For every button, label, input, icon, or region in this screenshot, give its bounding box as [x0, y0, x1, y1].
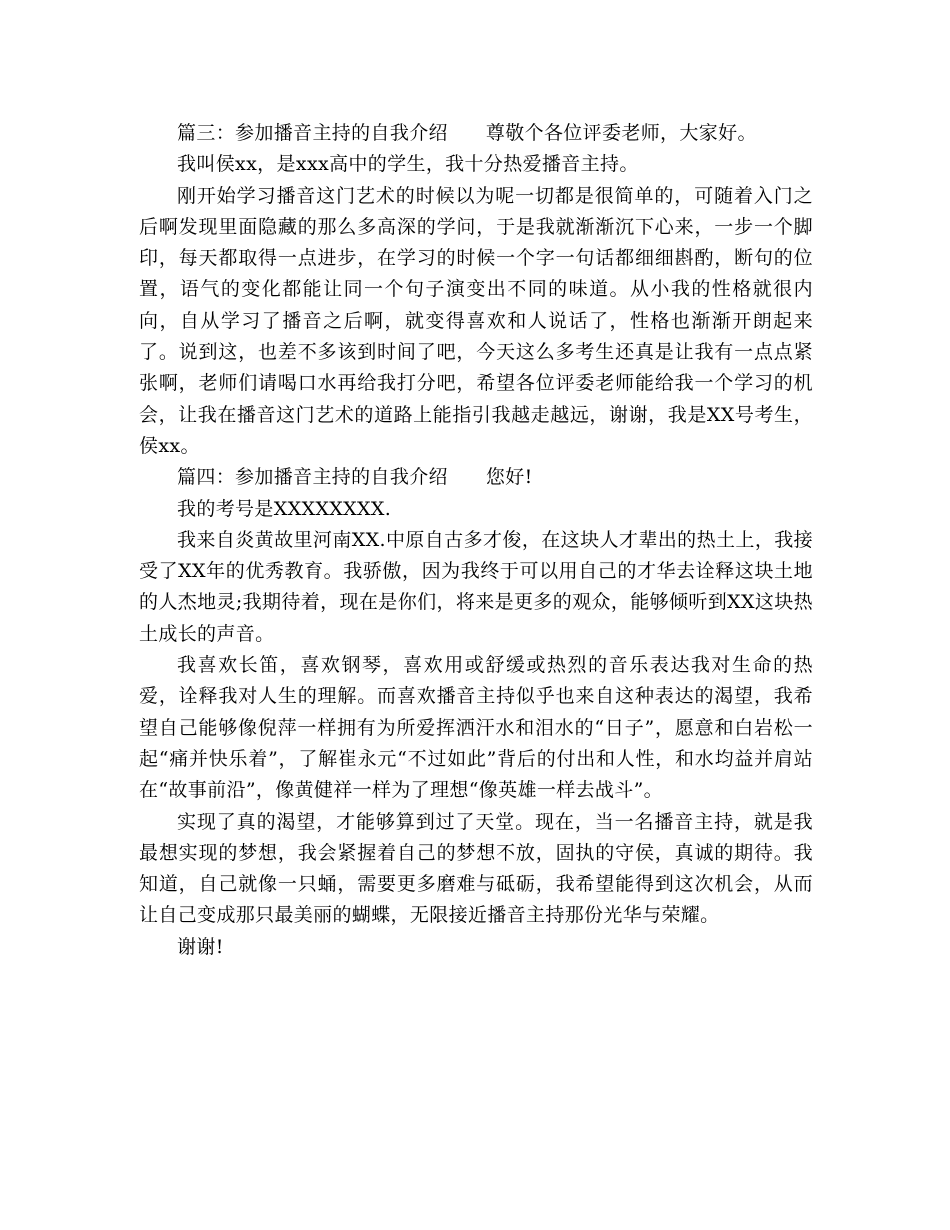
paragraph: 谢谢! [177, 935, 224, 958]
paragraph: 我来自炎黄故里河南XX.中原自古多才俊，在这块人才辈出的热土上，我接受了XX年的优秀教育。我骄傲，因为我终于可以用自己的才华去诠释这块土地的人杰地灵;我期待着，现在是你们，将来是更多的观众，能够倾听到XX这块热土成长的声音。 [139, 528, 813, 645]
section-four-greeting: 您好! [485, 466, 533, 489]
paragraph: 我的考号是XXXXXXXX. [177, 497, 392, 520]
paragraph-section-three-heading [139, 118, 813, 149]
paragraph: 我叫侯xx，是xxx高中的学生，我十分热爱播音主持。 [177, 153, 639, 176]
paragraph: 刚开始学习播音这门艺术的时候以为呢一切都是很简单的，可随着入门之后啊发现里面隐藏的那么多高深的学问，于是我就渐渐沉下心来，一步一个脚印，每天都取得一点进步，在学习的时候一个字一句话都细细斟酌，断句的位置，语气的变化都能让同一个句子演变出不同的味道。从小我的性格就很内向，自从学习了播音之后啊，就变得喜欢和人说话了，性格也渐渐开朗起来了。说到这，也差不多该到时间了吧，今天这么多考生还真是让我有一点点紧张啊，老师们请喝口水再给我打分吧，希望各位评委老师能给我一个学习的机会，让我在播音这门艺术的道路上能指引我越走越远，谢谢，我是XX号考生，侯xx。 [139, 184, 813, 457]
section-four-title: 篇四：参加播音主持的自我介绍 [177, 466, 448, 489]
section-three-title: 篇三：参加播音主持的自我介绍 [177, 122, 448, 144]
paragraph: 我喜欢长笛，喜欢钢琴，喜欢用或舒缓或热烈的音乐表达我对生命的热爱，诠释我对人生的理解。而喜欢播音主持似乎也来自这种表达的渴望，我希望自己能够像倪萍一样拥有为所爱挥洒汗水和泪水的“日子”，愿意和白岩松一起“痛并快乐着”，了解崔永元“不过如此”背后的付出和人性，和水均益并肩站在“故事前沿”，像黄健祥一样为了理想“像英雄一样去战斗”。 [139, 654, 813, 802]
paragraph: 实现了真的渴望，才能够算到过了天堂。现在，当一名播音主持，就是我最想实现的梦想，我会紧握着自己的梦想不放，固执的守侯，真诚的期待。我知道，自己就像一只蛹，需要更多磨难与砥砺，我希望能得到这次机会，从而让自己变成那只最美丽的蝴蝶，无限接近播音主持那份光华与荣耀。 [139, 810, 813, 927]
section-three-greeting: 尊敬个各位评委老师，大家好。 [485, 122, 757, 144]
document-body [139, 118, 813, 963]
paragraph-section-four-heading [139, 462, 813, 493]
